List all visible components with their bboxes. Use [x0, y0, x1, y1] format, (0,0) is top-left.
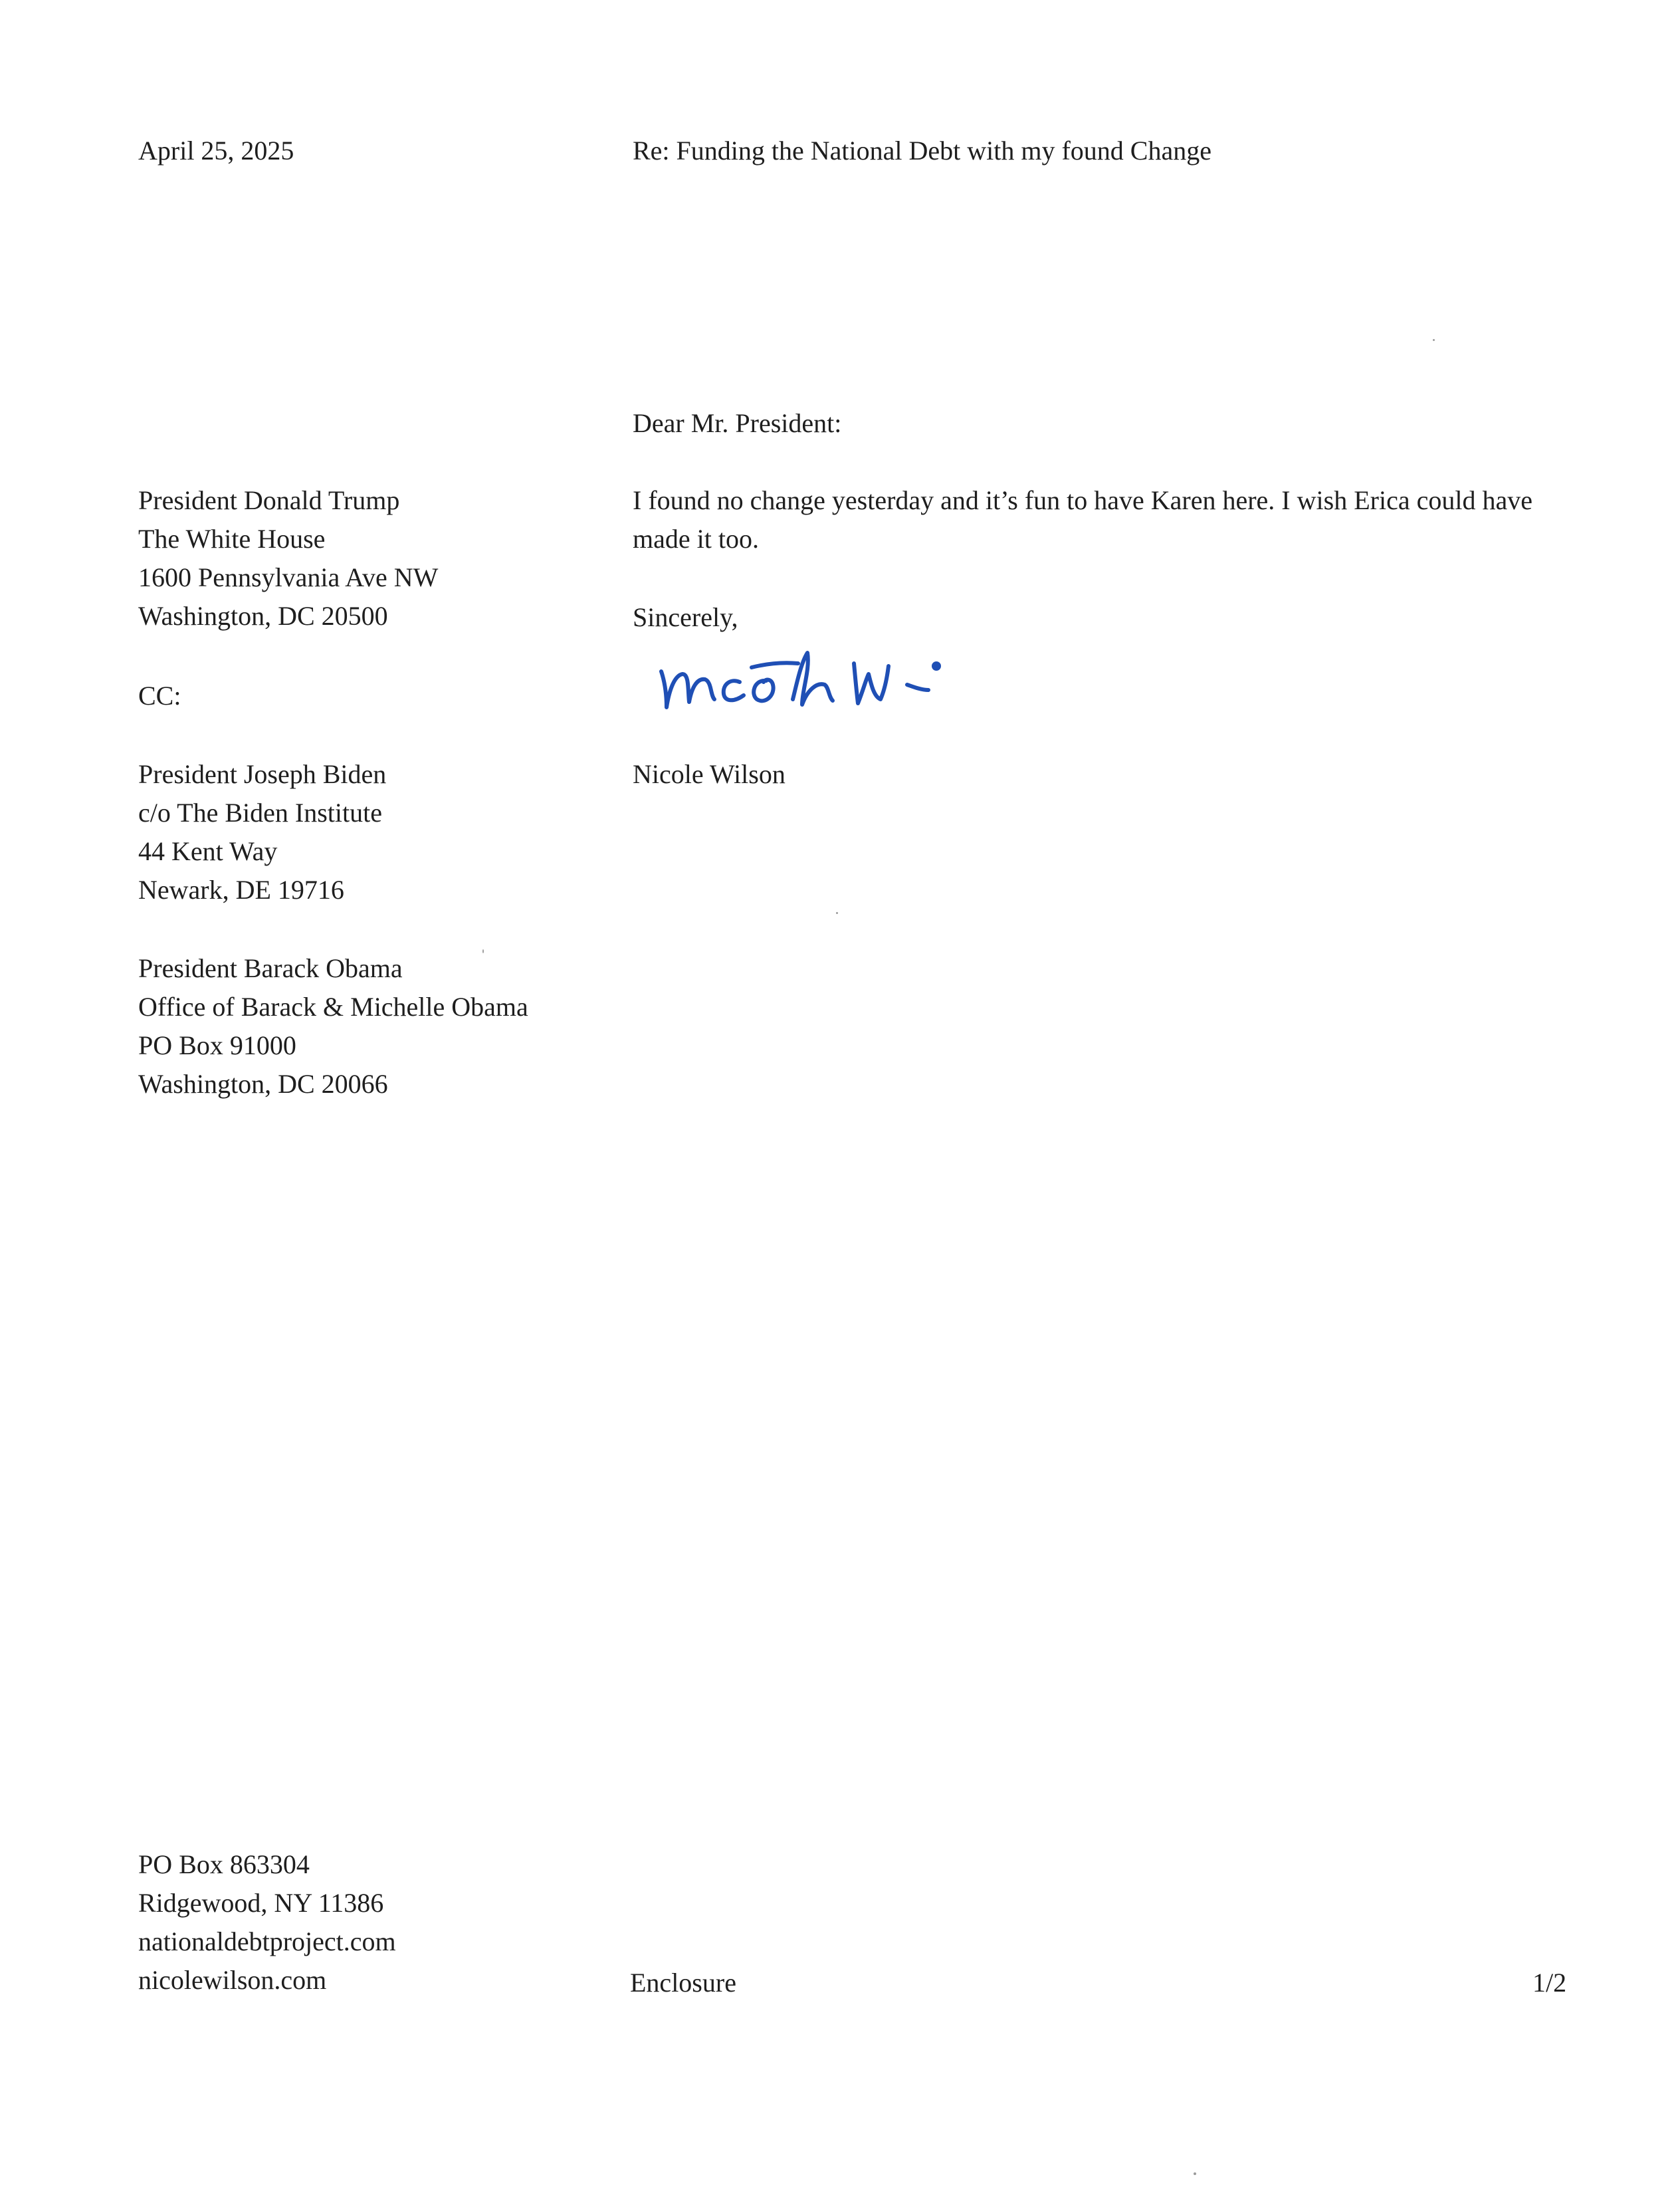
sender-website: nicolewilson.com [138, 1965, 327, 1995]
cc-label: CC: [138, 681, 181, 711]
letter-date: April 25, 2025 [138, 136, 294, 166]
address-line: c/o The Biden Institute [138, 798, 382, 828]
handwritten-signature [655, 643, 974, 723]
sender-line: PO Box 863304 [138, 1849, 310, 1879]
salutation: Dear Mr. President: [633, 408, 842, 438]
page-number: 1/2 [1532, 1968, 1567, 1998]
scan-speck [1433, 339, 1435, 341]
address-line: President Donald Trump [138, 485, 400, 515]
subject-line: Re: Funding the National Debt with my found Change [633, 136, 1211, 166]
scan-speck [482, 949, 484, 953]
closing: Sincerely, [633, 602, 738, 632]
sender-address [138, 1845, 396, 2000]
letter-body: I found no change yesterday and it’s fun to have Karen here. I wish Erica could have made it too. [633, 485, 1532, 554]
address-line: 1600 Pennsylvania Ave NW [138, 562, 439, 592]
address-line: PO Box 91000 [138, 1030, 296, 1060]
address-line: Newark, DE 19716 [138, 875, 344, 905]
scan-speck [1194, 2172, 1196, 2175]
address-line: The White House [138, 524, 326, 554]
address-line: Washington, DC 20066 [138, 1069, 388, 1099]
cc-recipient-address [138, 949, 528, 1103]
cc-recipient-address [138, 755, 386, 909]
address-line: President Joseph Biden [138, 759, 387, 789]
address-line: 44 Kent Way [138, 836, 278, 866]
recipient-address [138, 481, 438, 635]
sender-line: Ridgewood, NY 11386 [138, 1888, 384, 1918]
address-line: Washington, DC 20500 [138, 601, 388, 631]
enclosure-note: Enclosure [630, 1968, 736, 1998]
address-line: Office of Barack & Michelle Obama [138, 992, 528, 1022]
sender-website: nationaldebtproject.com [138, 1926, 396, 1956]
address-line: President Barack Obama [138, 953, 403, 983]
scan-speck [836, 912, 838, 914]
signer-name: Nicole Wilson [633, 759, 786, 789]
